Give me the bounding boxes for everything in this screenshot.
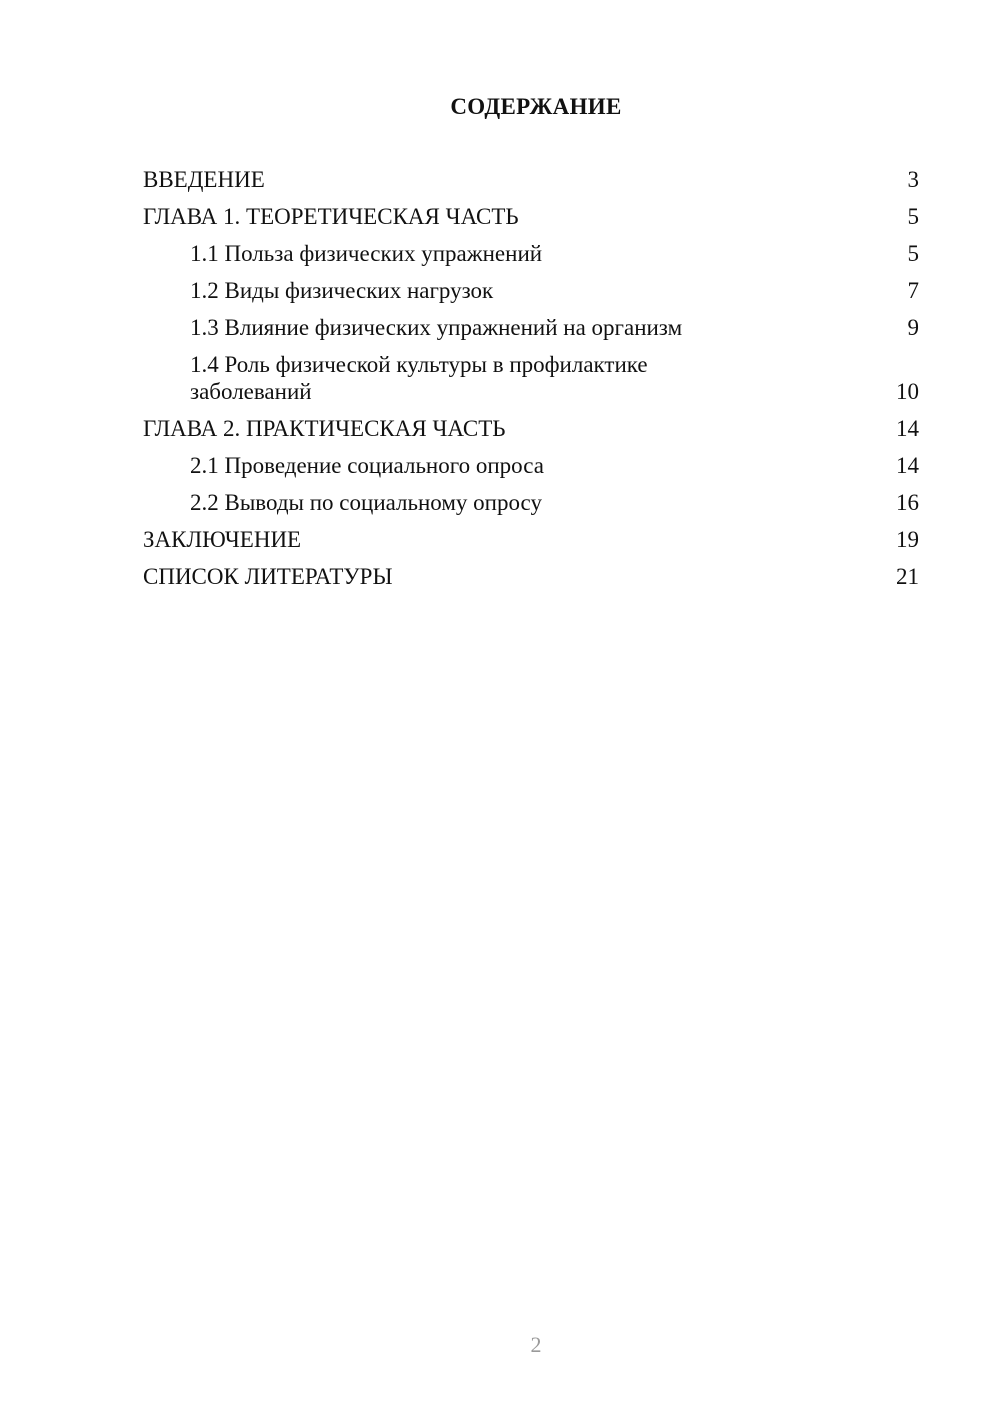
toc-entry-label: 1.3 Влияние физических упражнений на организм [190,315,683,340]
toc-entry-section-1-3 [143,314,919,341]
toc-entry-label: ГЛАВА 2. ПРАКТИЧЕСКАЯ ЧАСТЬ [143,416,506,441]
toc-entry-label: 2.2 Выводы по социальному опросу [190,490,542,515]
toc-entry-label: 1.4 Роль физической культуры в профилактике заболеваний [190,352,648,404]
toc-entry-label: СПИСОК ЛИТЕРАТУРЫ [143,564,393,589]
toc-entry-references [143,563,919,590]
toc-entry-label: ЗАКЛЮЧЕНИЕ [143,527,302,552]
toc-entry-label: 1.1 Польза физических упражнений [190,241,543,266]
toc-entry-label: 1.2 Виды физических нагрузок [190,278,494,303]
toc-entry-introduction [143,166,919,193]
toc-entry-page: 5 [907,204,919,229]
toc-entry-section-1-2 [143,277,919,304]
page-title: СОДЕРЖАНИЕ [450,94,622,119]
toc-entry-page: 14 [896,416,919,441]
toc-entry-page: 14 [896,453,919,478]
toc-entry-section-1-1 [143,240,919,267]
toc-entry-section-2-2 [143,489,919,516]
toc-entry-page: 9 [907,315,919,340]
toc-entry-section-2-1 [143,452,919,479]
toc-entry-label: ГЛАВА 1. ТЕОРЕТИЧЕСКАЯ ЧАСТЬ [143,204,519,229]
toc-entry-label: ВВЕДЕНИЕ [143,167,265,192]
page-number: 2 [530,1332,542,1357]
toc-entry-page: 19 [896,527,919,552]
toc-entry-conclusion [143,526,919,553]
toc-entry-page: 16 [896,490,919,515]
toc-entry-chapter-1 [143,203,919,230]
toc-entry-page: 21 [896,564,919,589]
toc-entry-page: 5 [907,241,919,266]
toc-entry-section-1-4 [143,351,919,405]
toc-entry-page: 10 [896,379,919,404]
toc-entry-label: 2.1 Проведение социального опроса [190,453,544,478]
toc-entry-chapter-2 [143,415,919,442]
toc-entry-page: 7 [907,278,919,303]
table-of-contents [143,166,919,600]
toc-entry-page: 3 [907,167,919,192]
